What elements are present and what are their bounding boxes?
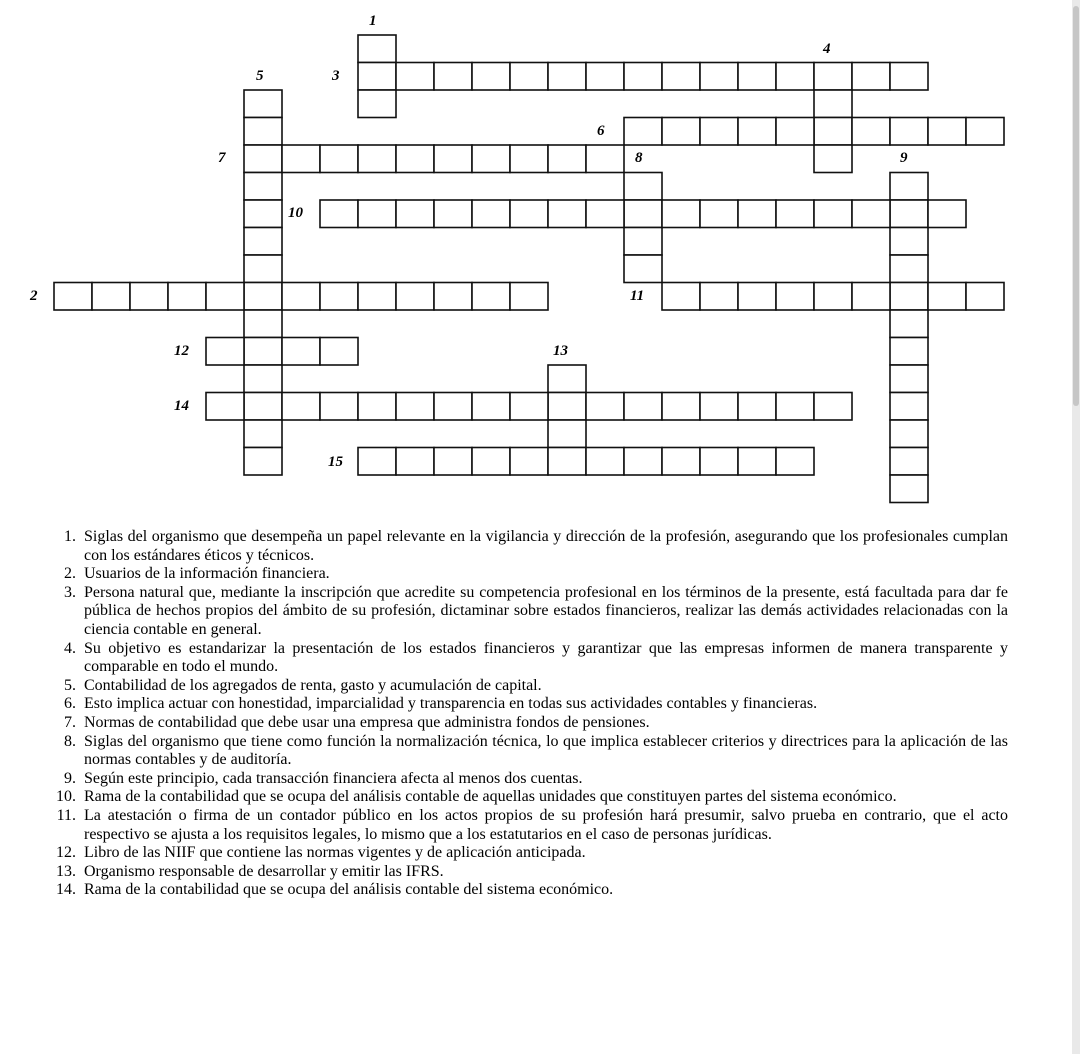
crossword-cell[interactable] <box>434 145 472 173</box>
crossword-cell[interactable] <box>548 145 586 173</box>
crossword-cell[interactable] <box>624 173 662 201</box>
crossword-cell[interactable] <box>776 283 814 311</box>
crossword-cell[interactable] <box>472 393 510 421</box>
clue-number: 7. <box>64 713 76 731</box>
crossword-cell[interactable] <box>738 118 776 146</box>
clue-number: 2. <box>64 565 76 583</box>
crossword-cell[interactable] <box>890 475 928 503</box>
crossword-cell[interactable] <box>776 200 814 228</box>
clue-item <box>46 770 1008 789</box>
crossword-cell[interactable] <box>890 118 928 146</box>
clue-text: Persona natural que, mediante la inscripción que acredite su competencia profesional en los términos de la presente, está facultada para dar fe pública de hechos propios del ámbito de su profesión, dictaminar sobre estados financieros, realizar las demás actividades relacionadas con la ciencia contable en general. <box>84 583 1008 638</box>
crossword-cell[interactable] <box>662 63 700 91</box>
crossword-cell[interactable] <box>358 90 396 118</box>
clue-text: Su objetivo es estandarizar la presentación de los estados financieros y garantizar que las empresas informen de manera transparente y comparable en todo el mundo. <box>84 639 1008 676</box>
clue-number-1: 1 <box>369 13 377 29</box>
crossword-cell[interactable] <box>434 283 472 311</box>
clue-text: Rama de la contabilidad que se ocupa del análisis contable del sistema económico. <box>84 881 614 899</box>
clue-item <box>46 714 1008 733</box>
crossword-cell[interactable] <box>852 63 890 91</box>
clue-number: 8. <box>64 732 76 750</box>
scrollbar-track[interactable] <box>1072 0 1080 1054</box>
crossword-cell[interactable] <box>244 118 282 146</box>
clue-number-11: 11 <box>630 288 645 304</box>
crossword-cell[interactable] <box>54 283 92 311</box>
crossword-cell[interactable] <box>358 200 396 228</box>
crossword-cell[interactable] <box>244 283 282 311</box>
clue-number: 1. <box>64 528 76 545</box>
crossword-cell[interactable] <box>510 200 548 228</box>
clue-text: Esto implica actuar con honestidad, imparcialidad y transparencia en todas sus actividades contables y financieras. <box>84 695 818 713</box>
crossword-cell[interactable] <box>586 448 624 476</box>
clue-number: 9. <box>64 769 76 787</box>
crossword-cell[interactable] <box>282 283 320 311</box>
crossword-grid <box>0 0 1080 515</box>
crossword-cell[interactable] <box>510 63 548 91</box>
clue-item <box>46 844 1008 863</box>
crossword-cell[interactable] <box>776 63 814 91</box>
crossword-cell[interactable] <box>92 283 130 311</box>
crossword-cell[interactable] <box>700 200 738 228</box>
crossword-cell[interactable] <box>966 118 1004 146</box>
clue-number: 4. <box>64 639 76 657</box>
clue-item <box>46 528 1008 565</box>
crossword-cell[interactable] <box>320 145 358 173</box>
crossword-cell[interactable] <box>472 448 510 476</box>
clue-text: Libro de las NIIF que contiene las normas vigentes y de aplicación anticipada. <box>84 844 586 862</box>
crossword-cell[interactable] <box>396 283 434 311</box>
crossword-cell[interactable] <box>890 338 928 366</box>
crossword-cell[interactable] <box>776 393 814 421</box>
crossword-cell[interactable] <box>890 393 928 421</box>
crossword-cell[interactable] <box>282 338 320 366</box>
clue-number-3: 3 <box>332 68 340 84</box>
crossword-cell[interactable] <box>244 420 282 448</box>
crossword-cell[interactable] <box>586 63 624 91</box>
crossword-cell[interactable] <box>852 283 890 311</box>
crossword-cell[interactable] <box>548 200 586 228</box>
clue-text: Siglas del organismo que tiene como función la normalización técnica, lo que implica establecer criterios y directrices para la aplicación de las normas contables y de auditoría. <box>84 732 1008 769</box>
crossword-cell[interactable] <box>320 200 358 228</box>
crossword-cell[interactable] <box>662 118 700 146</box>
clue-number-13: 13 <box>553 343 568 359</box>
crossword-cell[interactable] <box>548 365 586 393</box>
clue-number-15: 15 <box>328 454 343 470</box>
crossword-cell[interactable] <box>738 448 776 476</box>
crossword-cell[interactable] <box>738 393 776 421</box>
crossword-cell[interactable] <box>244 90 282 118</box>
crossword-cell[interactable] <box>396 145 434 173</box>
clue-number-12: 12 <box>174 343 189 359</box>
crossword-cell[interactable] <box>548 393 586 421</box>
crossword-cell[interactable] <box>586 200 624 228</box>
crossword-cell[interactable] <box>700 118 738 146</box>
crossword-cell[interactable] <box>776 118 814 146</box>
crossword-cell[interactable] <box>624 255 662 283</box>
clue-number: 10. <box>56 788 76 806</box>
clue-number: 14. <box>56 881 76 899</box>
clue-item <box>46 677 1008 696</box>
crossword-cell[interactable] <box>890 283 928 311</box>
crossword-cell[interactable] <box>396 200 434 228</box>
clue-text: Según este principio, cada transacción financiera afecta al menos dos cuentas. <box>84 769 583 787</box>
crossword-cell[interactable] <box>776 448 814 476</box>
clue-number-14: 14 <box>174 398 189 414</box>
crossword-cell[interactable] <box>244 145 282 173</box>
clue-number-2: 2 <box>30 288 38 304</box>
clue-number-5: 5 <box>256 68 264 84</box>
crossword-cell[interactable] <box>738 283 776 311</box>
clue-text: La atestación o firma de un contador público en los actos propios de su profesión hará presumir, salvo prueba en contrario, que el acto respectivo se ajusta a los requisitos legales, lo mismo que a los estatutarios en el caso de personas jurídicas. <box>84 806 1008 843</box>
crossword-cell[interactable] <box>510 283 548 311</box>
crossword-cell[interactable] <box>358 35 396 63</box>
crossword-cell[interactable] <box>890 310 928 338</box>
crossword-cell[interactable] <box>320 338 358 366</box>
crossword-cell[interactable] <box>814 393 852 421</box>
crossword-cell[interactable] <box>890 173 928 201</box>
crossword-cell[interactable] <box>890 365 928 393</box>
crossword-cell[interactable] <box>244 228 282 256</box>
clue-text: Organismo responsable de desarrollar y emitir las IFRS. <box>84 862 444 880</box>
crossword-cell[interactable] <box>624 63 662 91</box>
crossword-cell[interactable] <box>244 448 282 476</box>
clue-number-4: 4 <box>823 41 831 57</box>
clue-item <box>46 881 1008 900</box>
crossword-cell[interactable] <box>244 255 282 283</box>
crossword-cell[interactable] <box>814 145 852 173</box>
crossword-cell[interactable] <box>586 145 624 173</box>
crossword-cell[interactable] <box>890 228 928 256</box>
crossword-cell[interactable] <box>434 63 472 91</box>
crossword-cell[interactable] <box>282 145 320 173</box>
crossword-cell[interactable] <box>510 145 548 173</box>
crossword-cell[interactable] <box>434 200 472 228</box>
clue-text: Usuarios de la información financiera. <box>84 565 330 583</box>
crossword-cell[interactable] <box>434 448 472 476</box>
crossword-cell[interactable] <box>890 448 928 476</box>
clue-number: 6. <box>64 695 76 713</box>
crossword-cell[interactable] <box>206 338 244 366</box>
crossword-cell[interactable] <box>358 283 396 311</box>
clue-number: 12. <box>56 844 76 862</box>
crossword-cell[interactable] <box>890 63 928 91</box>
crossword-cell[interactable] <box>244 200 282 228</box>
crossword-cell[interactable] <box>320 283 358 311</box>
crossword-cell[interactable] <box>396 63 434 91</box>
clue-text: Contabilidad de los agregados de renta, gasto y acumulación de capital. <box>84 676 542 694</box>
crossword-cell[interactable] <box>700 63 738 91</box>
crossword-cell[interactable] <box>168 283 206 311</box>
crossword-cell[interactable] <box>206 393 244 421</box>
crossword-cell[interactable] <box>852 118 890 146</box>
clue-item <box>46 807 1008 844</box>
clue-text: Siglas del organismo que desempeña un papel relevante en la vigilancia y dirección de la profesión, asegurando que los profesionales cumplan con los estándares éticos y técnicos. <box>84 528 1008 564</box>
clue-number-10: 10 <box>288 205 303 221</box>
crossword-cell[interactable] <box>396 393 434 421</box>
crossword-cell[interactable] <box>472 200 510 228</box>
crossword-cell[interactable] <box>890 255 928 283</box>
crossword-cell[interactable] <box>548 420 586 448</box>
crossword-cell[interactable] <box>662 448 700 476</box>
crossword-cell[interactable] <box>966 283 1004 311</box>
crossword-cell[interactable] <box>358 145 396 173</box>
clue-number: 5. <box>64 676 76 694</box>
crossword-cell[interactable] <box>852 200 890 228</box>
crossword-cell[interactable] <box>928 200 966 228</box>
crossword-cell[interactable] <box>814 90 852 118</box>
crossword-cell[interactable] <box>814 63 852 91</box>
crossword-cell[interactable] <box>510 393 548 421</box>
crossword-cell[interactable] <box>814 200 852 228</box>
clue-item <box>46 863 1008 882</box>
crossword-cell[interactable] <box>624 393 662 421</box>
crossword-cell[interactable] <box>472 283 510 311</box>
clue-item <box>46 733 1008 770</box>
crossword-cell[interactable] <box>244 393 282 421</box>
scrollbar-thumb[interactable] <box>1073 6 1079 406</box>
clue-number-9: 9 <box>900 150 908 166</box>
crossword-cell[interactable] <box>510 448 548 476</box>
crossword-cell[interactable] <box>244 173 282 201</box>
clue-number: 13. <box>56 862 76 880</box>
clue-item <box>46 584 1008 640</box>
crossword-cell[interactable] <box>434 393 472 421</box>
clue-item <box>46 640 1008 677</box>
crossword-cell[interactable] <box>320 393 358 421</box>
crossword-cell[interactable] <box>624 448 662 476</box>
crossword-cell[interactable] <box>624 228 662 256</box>
crossword-cell[interactable] <box>890 420 928 448</box>
clue-number-8: 8 <box>635 150 643 166</box>
clue-list <box>46 528 1008 900</box>
crossword-cell[interactable] <box>738 200 776 228</box>
crossword-cell[interactable] <box>472 145 510 173</box>
crossword-cell[interactable] <box>548 448 586 476</box>
clue-number-6: 6 <box>597 123 605 139</box>
crossword-cell[interactable] <box>662 393 700 421</box>
crossword-cell[interactable] <box>396 448 434 476</box>
clue-item <box>46 695 1008 714</box>
crossword-cell[interactable] <box>624 118 662 146</box>
crossword-cell[interactable] <box>282 393 320 421</box>
crossword-cell[interactable] <box>738 63 776 91</box>
clue-number-7: 7 <box>218 150 226 166</box>
crossword-cell[interactable] <box>244 310 282 338</box>
crossword-cell[interactable] <box>928 283 966 311</box>
crossword-cell[interactable] <box>890 200 928 228</box>
clue-number: 11. <box>56 806 76 824</box>
clue-text: Normas de contabilidad que debe usar una empresa que administra fondos de pensiones. <box>84 713 650 731</box>
crossword-cell[interactable] <box>244 365 282 393</box>
crossword-cell[interactable] <box>130 283 168 311</box>
crossword-cell[interactable] <box>624 200 662 228</box>
crossword-cell[interactable] <box>662 200 700 228</box>
crossword-cell[interactable] <box>244 338 282 366</box>
crossword-cell[interactable] <box>548 63 586 91</box>
crossword-cell[interactable] <box>358 393 396 421</box>
crossword-cell[interactable] <box>586 393 624 421</box>
clue-item <box>46 788 1008 807</box>
crossword-cell[interactable] <box>814 283 852 311</box>
crossword-cell[interactable] <box>358 63 396 91</box>
clue-number: 3. <box>64 583 76 601</box>
crossword-cell[interactable] <box>700 283 738 311</box>
crossword-cell[interactable] <box>814 118 852 146</box>
crossword-cell[interactable] <box>700 448 738 476</box>
clue-item <box>46 565 1008 584</box>
crossword-cell[interactable] <box>472 63 510 91</box>
crossword-cell[interactable] <box>358 448 396 476</box>
crossword-cell[interactable] <box>928 118 966 146</box>
crossword-cells <box>0 0 1080 515</box>
crossword-cell[interactable] <box>206 283 244 311</box>
crossword-cell[interactable] <box>662 283 700 311</box>
clue-text: Rama de la contabilidad que se ocupa del análisis contable de aquellas unidades que constituyen partes del sistema económico. <box>84 788 897 806</box>
crossword-cell[interactable] <box>700 393 738 421</box>
